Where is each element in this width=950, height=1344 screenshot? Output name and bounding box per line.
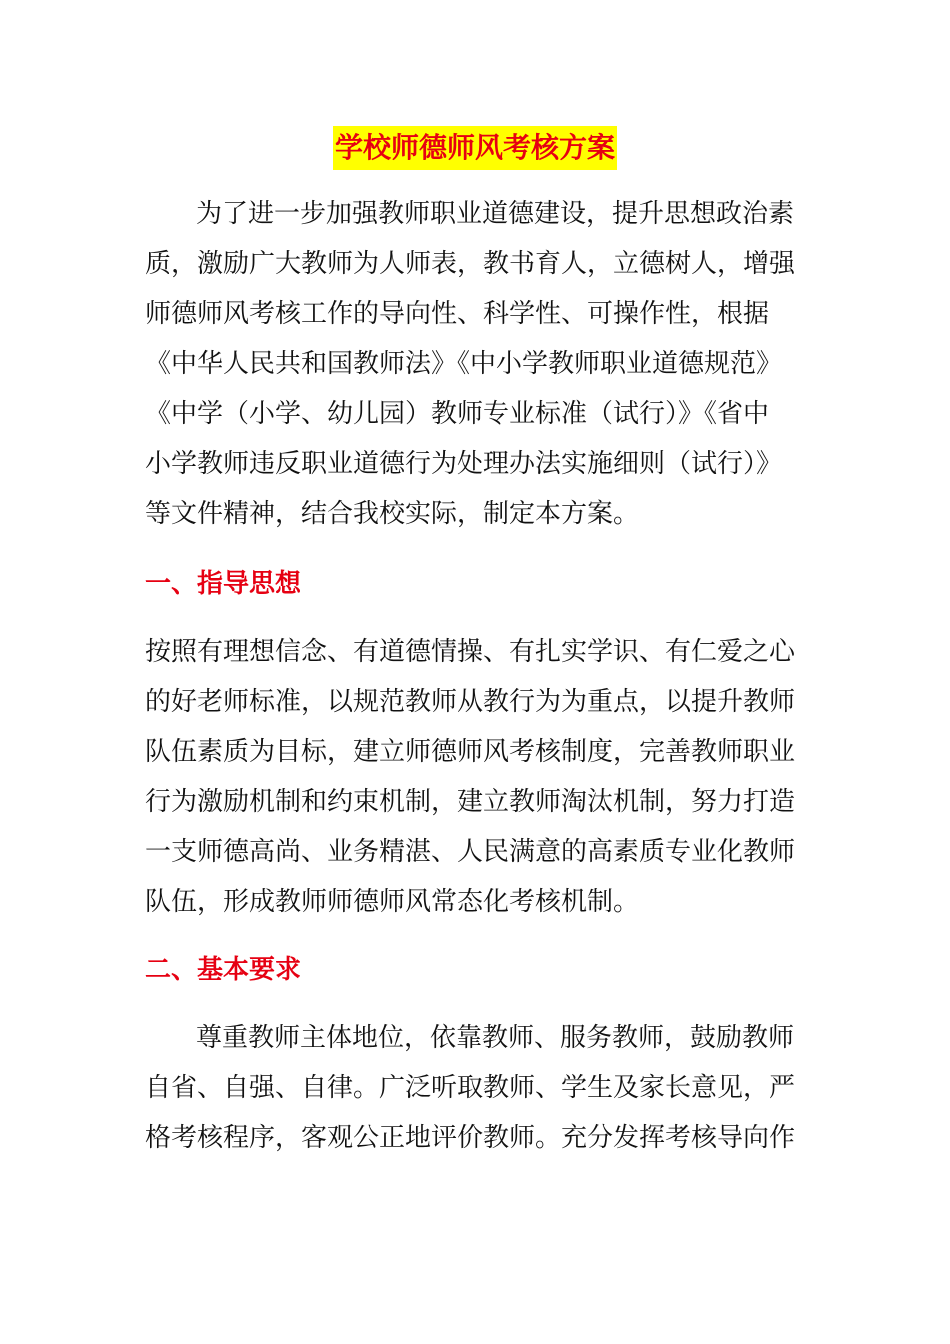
intro-line: 师德师风考核工作的导向性、科学性、可操作性，根据 [145,299,770,329]
intro-line: 为了进一步加强教师职业道德建设，提升思想政治素 [196,199,795,229]
title-container [0,126,950,170]
section-heading-guiding-ideology: 一、指导思想 [145,569,302,599]
section1-line: 队伍素质为目标，建立师德师风考核制度，完善教师职业 [145,737,796,767]
section-heading-basic-requirements: 二、基本要求 [145,955,302,985]
section2-line: 尊重教师主体地位，依靠教师、服务教师，鼓励教师 [196,1023,795,1053]
section1-line: 按照有理想信念、有道德情操、有扎实学识、有仁爱之心 [145,637,796,667]
document-title: 学校师德师风考核方案 [333,126,617,170]
intro-line: 等文件精神，结合我校实际，制定本方案。 [145,499,640,529]
section1-line: 行为激励机制和约束机制，建立教师淘汰机制，努力打造 [145,787,796,817]
section1-line: 一支师德高尚、业务精湛、人民满意的高素质专业化教师 [145,837,796,867]
intro-line: 质，激励广大教师为人师表，教书育人，立德树人，增强 [145,249,796,279]
intro-line: 《中学（小学、幼儿园）教师专业标准（试行）》《省中 [145,399,770,429]
section1-line: 队伍，形成教师师德师风常态化考核机制。 [145,887,640,917]
section2-line: 格考核程序，客观公正地评价教师。充分发挥考核导向作 [145,1123,796,1153]
intro-line: 小学教师违反职业道德行为处理办法实施细则（试行）》 [145,449,783,479]
intro-line: 《中华人民共和国教师法》《中小学教师职业道德规范》 [145,349,783,379]
section1-line: 的好老师标准，以规范教师从教行为为重点，以提升教师 [145,687,796,717]
section2-line: 自省、自强、自律。广泛听取教师、学生及家长意见，严 [145,1073,796,1103]
